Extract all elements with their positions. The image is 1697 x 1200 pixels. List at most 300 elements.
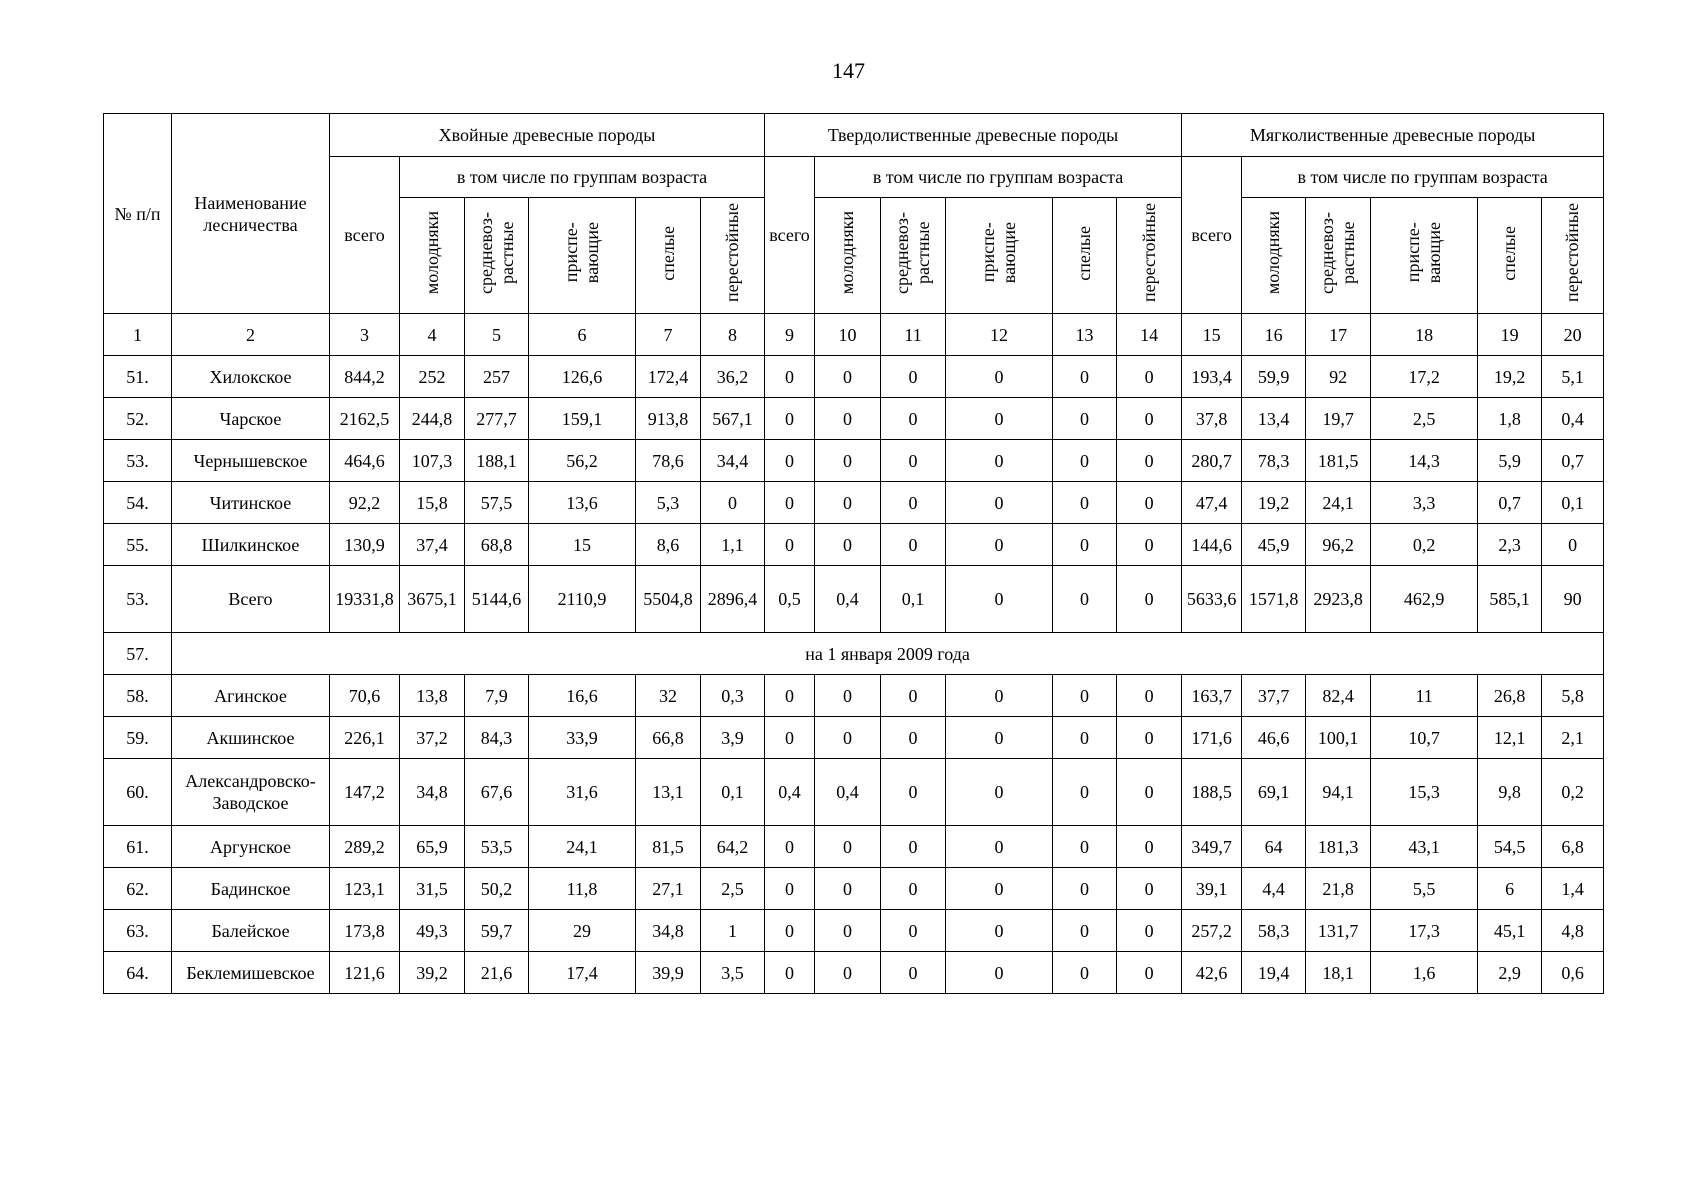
value-cell: 0 [765,717,815,759]
header-age: перестойные [1542,198,1604,314]
value-cell: 0 [881,952,946,994]
value-cell: 171,6 [1182,717,1242,759]
row-number: 62. [104,868,172,910]
value-cell: 0 [946,717,1053,759]
header-subgroup: в том числе по группам возраста [1242,157,1604,198]
value-cell: 64,2 [701,826,765,868]
value-cell: 92,2 [330,482,400,524]
value-cell: 0 [815,675,881,717]
value-cell: 131,7 [1306,910,1371,952]
header-age: приспе- вающие [529,198,636,314]
column-number: 15 [1182,314,1242,356]
section-number: 57. [104,633,172,675]
table-row [104,566,1604,633]
value-cell: 3,5 [701,952,765,994]
value-cell: 0 [1117,675,1182,717]
value-cell: 0 [1117,482,1182,524]
value-cell: 0 [765,826,815,868]
value-cell: 0 [1117,356,1182,398]
value-cell: 0 [881,910,946,952]
value-cell: 37,8 [1182,398,1242,440]
value-cell: 42,6 [1182,952,1242,994]
value-cell: 188,5 [1182,759,1242,826]
table-row [104,356,1604,398]
value-cell: 1571,8 [1242,566,1306,633]
value-cell: 188,1 [465,440,529,482]
value-cell: 68,8 [465,524,529,566]
value-cell: 47,4 [1182,482,1242,524]
value-cell: 0 [946,910,1053,952]
value-cell: 244,8 [400,398,465,440]
table-row [104,952,1604,994]
value-cell: 2,1 [1542,717,1604,759]
value-cell: 5,5 [1371,868,1478,910]
value-cell: 462,9 [1371,566,1478,633]
value-cell: 0,2 [1371,524,1478,566]
row-number: 60. [104,759,172,826]
value-cell: 0 [1053,717,1117,759]
header-age: средневоз- растные [465,198,529,314]
value-cell: 46,6 [1242,717,1306,759]
value-cell: 0 [1053,759,1117,826]
header-name: Наименование лесничества [172,114,330,314]
value-cell: 90 [1542,566,1604,633]
column-number: 8 [701,314,765,356]
value-cell: 19,2 [1242,482,1306,524]
value-cell: 0 [881,826,946,868]
value-cell: 37,7 [1242,675,1306,717]
value-cell: 4,8 [1542,910,1604,952]
value-cell: 0 [881,717,946,759]
value-cell: 18,1 [1306,952,1371,994]
value-cell: 0,1 [881,566,946,633]
value-cell: 15,8 [400,482,465,524]
value-cell: 181,3 [1306,826,1371,868]
value-cell: 0 [946,398,1053,440]
value-cell: 0 [881,398,946,440]
value-cell: 8,6 [636,524,701,566]
value-cell: 0 [1542,524,1604,566]
header-age: спелые [1053,198,1117,314]
header-subgroup: в том числе по группам возраста [400,157,765,198]
table-row [104,524,1604,566]
header-age: перестойные [701,198,765,314]
value-cell: 59,9 [1242,356,1306,398]
value-cell: 1,8 [1478,398,1542,440]
value-cell: 5,9 [1478,440,1542,482]
value-cell: 0 [1053,952,1117,994]
header-group-hardwood: Твердолиственные древесные породы [765,114,1182,157]
value-cell: 1 [701,910,765,952]
value-cell: 0 [881,675,946,717]
value-cell: 0 [946,826,1053,868]
table-row [104,398,1604,440]
value-cell: 173,8 [330,910,400,952]
value-cell: 24,1 [529,826,636,868]
value-cell: 5633,6 [1182,566,1242,633]
value-cell: 50,2 [465,868,529,910]
value-cell: 0,3 [701,675,765,717]
forestry-name: Хилокское [172,356,330,398]
column-number: 13 [1053,314,1117,356]
value-cell: 65,9 [400,826,465,868]
value-cell: 39,9 [636,952,701,994]
value-cell: 10,7 [1371,717,1478,759]
value-cell: 7,9 [465,675,529,717]
value-cell: 0 [881,482,946,524]
column-number: 1 [104,314,172,356]
value-cell: 3675,1 [400,566,465,633]
value-cell: 31,5 [400,868,465,910]
value-cell: 0 [815,524,881,566]
value-cell: 6,8 [1542,826,1604,868]
value-cell: 257 [465,356,529,398]
value-cell: 16,6 [529,675,636,717]
value-cell: 12,1 [1478,717,1542,759]
value-cell: 289,2 [330,826,400,868]
value-cell: 6 [1478,868,1542,910]
value-cell: 66,8 [636,717,701,759]
value-cell: 67,6 [465,759,529,826]
value-cell: 13,1 [636,759,701,826]
value-cell: 226,1 [330,717,400,759]
value-cell: 78,6 [636,440,701,482]
value-cell: 59,7 [465,910,529,952]
value-cell: 0 [1117,524,1182,566]
value-cell: 2,5 [701,868,765,910]
value-cell: 0,4 [1542,398,1604,440]
value-cell: 19,4 [1242,952,1306,994]
value-cell: 277,7 [465,398,529,440]
value-cell: 43,1 [1371,826,1478,868]
value-cell: 45,1 [1478,910,1542,952]
value-cell: 107,3 [400,440,465,482]
value-cell: 0 [881,524,946,566]
value-cell: 13,4 [1242,398,1306,440]
value-cell: 0 [815,440,881,482]
value-cell: 0 [765,952,815,994]
value-cell: 0,6 [1542,952,1604,994]
value-cell: 11 [1371,675,1478,717]
forestry-name: Балейское [172,910,330,952]
value-cell: 81,5 [636,826,701,868]
value-cell: 24,1 [1306,482,1371,524]
value-cell: 0 [1053,398,1117,440]
value-cell: 17,4 [529,952,636,994]
value-cell: 2923,8 [1306,566,1371,633]
header-age: перестойные [1117,198,1182,314]
table-row [104,675,1604,717]
value-cell: 0 [946,675,1053,717]
row-number: 61. [104,826,172,868]
value-cell: 0 [881,356,946,398]
value-cell: 0 [946,482,1053,524]
value-cell: 19331,8 [330,566,400,633]
section-row-group [104,633,1604,675]
value-cell: 0 [1117,759,1182,826]
value-cell: 257,2 [1182,910,1242,952]
header-total: всего [330,157,400,314]
forestry-name: Чарское [172,398,330,440]
value-cell: 1,1 [701,524,765,566]
column-number: 12 [946,314,1053,356]
header-age: спелые [1478,198,1542,314]
column-number: 14 [1117,314,1182,356]
value-cell: 15,3 [1371,759,1478,826]
value-cell: 0 [881,868,946,910]
value-cell: 54,5 [1478,826,1542,868]
column-number: 2 [172,314,330,356]
value-cell: 464,6 [330,440,400,482]
value-cell: 15 [529,524,636,566]
header-age: средневоз- растные [1306,198,1371,314]
forestry-name: Бадинское [172,868,330,910]
value-cell: 5,3 [636,482,701,524]
page-number: 147 [832,58,865,83]
header-group-softwood: Мягколиственные древесные породы [1182,114,1604,157]
value-cell: 3,3 [1371,482,1478,524]
value-cell: 78,3 [1242,440,1306,482]
value-cell: 0 [1117,566,1182,633]
value-cell: 31,6 [529,759,636,826]
value-cell: 0 [1053,675,1117,717]
value-cell: 0 [701,482,765,524]
value-cell: 0 [946,524,1053,566]
header-age: молодняки [815,198,881,314]
forestry-name: Аргунское [172,826,330,868]
value-cell: 84,3 [465,717,529,759]
table-row [104,717,1604,759]
column-number: 17 [1306,314,1371,356]
value-cell: 0,4 [765,759,815,826]
value-cell: 0 [765,675,815,717]
forestry-name: Всего [172,566,330,633]
value-cell: 1,6 [1371,952,1478,994]
column-number: 5 [465,314,529,356]
section-row [104,633,1604,675]
column-number: 6 [529,314,636,356]
forestry-name: Шилкинское [172,524,330,566]
value-cell: 9,8 [1478,759,1542,826]
header-num: № п/п [104,114,172,314]
forestry-name: Беклемишевское [172,952,330,994]
value-cell: 0 [946,566,1053,633]
column-number: 18 [1371,314,1478,356]
value-cell: 3,9 [701,717,765,759]
value-cell: 349,7 [1182,826,1242,868]
value-cell: 0 [1117,826,1182,868]
row-number: 55. [104,524,172,566]
table-row [104,759,1604,826]
value-cell: 121,6 [330,952,400,994]
value-cell: 34,8 [636,910,701,952]
forest-age-table [103,113,1604,994]
value-cell: 0,1 [1542,482,1604,524]
row-number: 52. [104,398,172,440]
value-cell: 37,4 [400,524,465,566]
value-cell: 0 [1053,524,1117,566]
row-number: 53. [104,440,172,482]
header-total: всего [765,157,815,314]
value-cell: 5,8 [1542,675,1604,717]
value-cell: 13,6 [529,482,636,524]
value-cell: 0,4 [815,566,881,633]
value-cell: 0 [815,868,881,910]
value-cell: 0 [1117,717,1182,759]
forestry-name: Александровско-Заводское [172,759,330,826]
header-age: молодняки [400,198,465,314]
value-cell: 0 [815,910,881,952]
value-cell: 0 [765,524,815,566]
value-cell: 0 [881,759,946,826]
column-number: 10 [815,314,881,356]
section-label: на 1 января 2009 года [172,633,1604,675]
value-cell: 163,7 [1182,675,1242,717]
column-numbers-row [104,314,1604,356]
forestry-name: Читинское [172,482,330,524]
value-cell: 0 [765,482,815,524]
header-age: молодняки [1242,198,1306,314]
value-cell: 123,1 [330,868,400,910]
value-cell: 45,9 [1242,524,1306,566]
row-number: 51. [104,356,172,398]
value-cell: 0 [765,868,815,910]
value-cell: 33,9 [529,717,636,759]
value-cell: 11,8 [529,868,636,910]
value-cell: 29 [529,910,636,952]
value-cell: 2110,9 [529,566,636,633]
value-cell: 2,3 [1478,524,1542,566]
row-number: 59. [104,717,172,759]
table-row [104,482,1604,524]
value-cell: 39,1 [1182,868,1242,910]
value-cell: 0,4 [815,759,881,826]
value-cell: 0 [1053,868,1117,910]
column-number: 4 [400,314,465,356]
value-cell: 0 [1053,910,1117,952]
value-cell: 19,2 [1478,356,1542,398]
header-age: средневоз- растные [881,198,946,314]
value-cell: 0 [946,868,1053,910]
value-cell: 49,3 [400,910,465,952]
value-cell: 193,4 [1182,356,1242,398]
value-cell: 0 [1053,482,1117,524]
header-subgroup: в том числе по группам возраста [815,157,1182,198]
value-cell: 0 [1053,440,1117,482]
value-cell: 0 [765,440,815,482]
row-number: 63. [104,910,172,952]
row-number: 54. [104,482,172,524]
value-cell: 57,5 [465,482,529,524]
value-cell: 0 [815,356,881,398]
value-cell: 172,4 [636,356,701,398]
value-cell: 0 [1053,826,1117,868]
value-cell: 0 [765,356,815,398]
value-cell: 0 [946,440,1053,482]
value-cell: 0 [765,398,815,440]
value-cell: 94,1 [1306,759,1371,826]
value-cell: 280,7 [1182,440,1242,482]
value-cell: 126,6 [529,356,636,398]
header-total: всего [1182,157,1242,314]
value-cell: 37,2 [400,717,465,759]
value-cell: 0,1 [701,759,765,826]
value-cell: 2,5 [1371,398,1478,440]
value-cell: 0,7 [1542,440,1604,482]
value-cell: 0 [1117,868,1182,910]
value-cell: 2,9 [1478,952,1542,994]
table-body-bottom [104,675,1604,994]
table-body-top [104,356,1604,633]
value-cell: 0 [946,952,1053,994]
value-cell: 0 [1053,356,1117,398]
value-cell: 159,1 [529,398,636,440]
table-row [104,440,1604,482]
value-cell: 0 [1117,440,1182,482]
value-cell: 0 [815,717,881,759]
value-cell: 147,2 [330,759,400,826]
value-cell: 53,5 [465,826,529,868]
column-number: 9 [765,314,815,356]
value-cell: 13,8 [400,675,465,717]
value-cell: 0,2 [1542,759,1604,826]
header-age: спелые [636,198,701,314]
column-number: 7 [636,314,701,356]
value-cell: 27,1 [636,868,701,910]
value-cell: 2162,5 [330,398,400,440]
value-cell: 0,5 [765,566,815,633]
value-cell: 0 [815,826,881,868]
column-number: 20 [1542,314,1604,356]
value-cell: 181,5 [1306,440,1371,482]
value-cell: 21,6 [465,952,529,994]
value-cell: 64 [1242,826,1306,868]
value-cell: 0 [815,482,881,524]
value-cell: 58,3 [1242,910,1306,952]
value-cell: 69,1 [1242,759,1306,826]
value-cell: 21,8 [1306,868,1371,910]
value-cell: 567,1 [701,398,765,440]
value-cell: 34,4 [701,440,765,482]
header-group-coniferous: Хвойные древесные породы [330,114,765,157]
value-cell: 96,2 [1306,524,1371,566]
value-cell: 82,4 [1306,675,1371,717]
value-cell: 0 [815,398,881,440]
value-cell: 19,7 [1306,398,1371,440]
table-row [104,826,1604,868]
value-cell: 130,9 [330,524,400,566]
row-number: 58. [104,675,172,717]
table-row [104,910,1604,952]
value-cell: 100,1 [1306,717,1371,759]
value-cell: 0 [1053,566,1117,633]
value-cell: 17,2 [1371,356,1478,398]
value-cell: 56,2 [529,440,636,482]
value-cell: 39,2 [400,952,465,994]
value-cell: 0 [815,952,881,994]
value-cell: 0 [1117,398,1182,440]
value-cell: 70,6 [330,675,400,717]
value-cell: 144,6 [1182,524,1242,566]
value-cell: 913,8 [636,398,701,440]
table-row [104,868,1604,910]
header-age: приспе- вающие [1371,198,1478,314]
value-cell: 5,1 [1542,356,1604,398]
column-number: 16 [1242,314,1306,356]
value-cell: 0 [946,759,1053,826]
value-cell: 26,8 [1478,675,1542,717]
value-cell: 5144,6 [465,566,529,633]
